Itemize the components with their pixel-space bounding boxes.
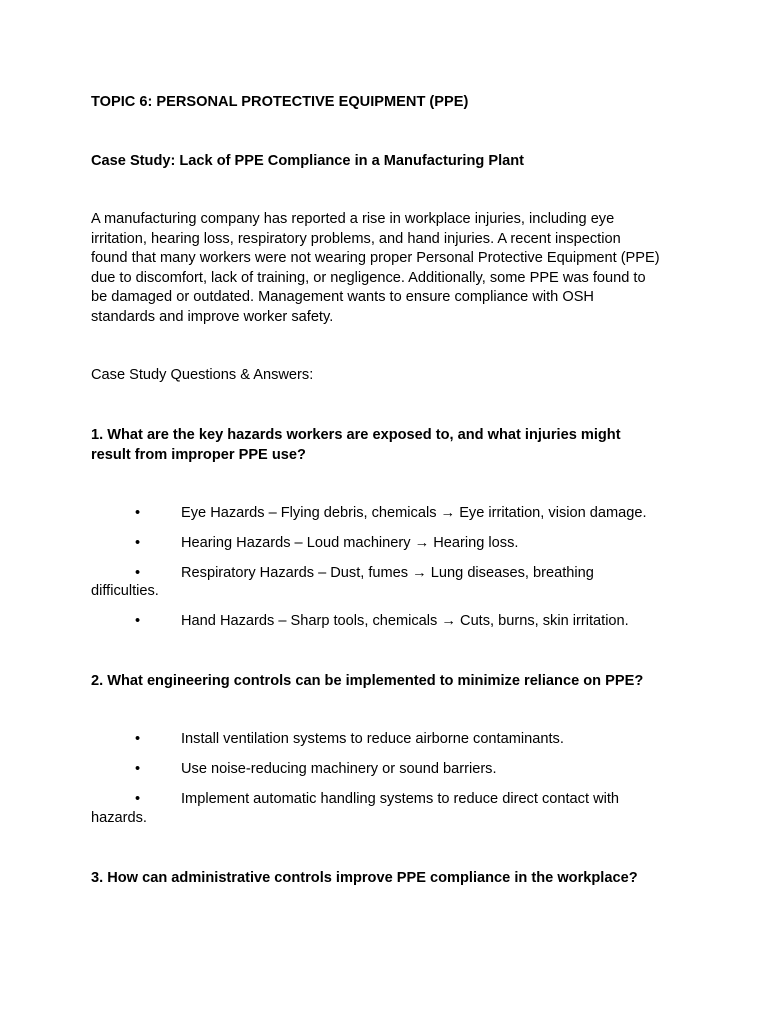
question-1-line: result from improper PPE use?	[91, 446, 306, 463]
bullet-icon: •	[135, 613, 141, 629]
bullet-icon: •	[135, 535, 141, 551]
list-item-text: Hand Hazards – Sharp tools, chemicals → Cuts, burns, skin irritation.	[181, 613, 629, 629]
case-study-title: Case Study: Lack of PPE Compliance in a Manufacturing Plant	[91, 153, 525, 169]
intro-paragraph	[91, 210, 691, 327]
question-1	[91, 426, 691, 465]
list-item-text: Hearing Hazards – Loud machinery → Hearing loss.	[181, 535, 519, 551]
intro-line: be damaged or outdated. Management wants to ensure compliance with OSH	[91, 289, 594, 305]
qa-heading: Case Study Questions & Answers:	[91, 367, 314, 383]
bullet-icon: •	[135, 565, 141, 581]
intro-line: A manufacturing company has reported a rise in workplace injuries, including eye	[91, 211, 615, 227]
question-1-line: 1. What are the key hazards workers are exposed to, and what injuries might	[91, 427, 621, 443]
intro-line: found that many workers were not wearing proper Personal Protective Equipment (PPE)	[91, 250, 660, 266]
list-item-text: Use noise-reducing machinery or sound barriers.	[181, 761, 497, 777]
bullet-icon: •	[135, 761, 141, 777]
list-item-text: Eye Hazards – Flying debris, chemicals → Eye irritation, vision damage.	[181, 505, 647, 521]
question-3: 3. How can administrative controls improve PPE compliance in the workplace?	[91, 870, 638, 886]
intro-line: standards and improve worker safety.	[91, 308, 334, 325]
list-item-continuation: difficulties.	[91, 583, 159, 599]
topic-title: TOPIC 6: PERSONAL PROTECTIVE EQUIPMENT (PPE)	[91, 94, 469, 110]
list-item-continuation: hazards.	[91, 810, 147, 826]
bullet-icon: •	[135, 791, 141, 807]
bullet-icon: •	[135, 731, 141, 747]
list-item-text: Install ventilation systems to reduce airborne contaminants.	[181, 731, 564, 747]
intro-line: irritation, hearing loss, respiratory problems, and hand injuries. A recent inspection	[91, 230, 621, 247]
intro-line: due to discomfort, lack of training, or negligence. Additionally, some PPE was found to	[91, 269, 646, 286]
list-item-text: Respiratory Hazards – Dust, fumes → Lung diseases, breathing	[181, 565, 594, 581]
question-2: 2. What engineering controls can be implemented to minimize reliance on PPE?	[91, 673, 644, 689]
bullet-icon: •	[135, 505, 141, 521]
list-item-text: Implement automatic handling systems to reduce direct contact with	[181, 791, 620, 807]
